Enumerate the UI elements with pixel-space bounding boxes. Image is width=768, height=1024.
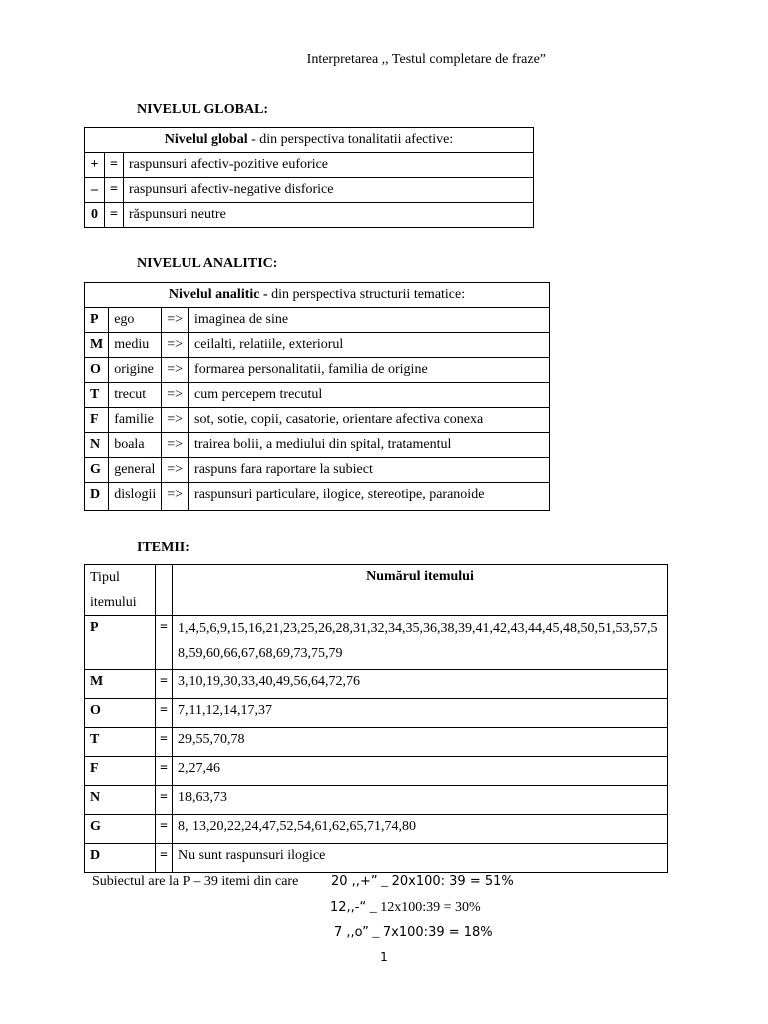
table-row: T = 29,55,70,78: [85, 728, 668, 757]
section-heading-global: NIVELUL GLOBAL:: [137, 102, 269, 117]
items-number-header: Numărul itemului: [173, 565, 668, 616]
table-row: P = 1,4,5,6,9,15,16,21,23,25,26,28,31,32,34,35,36,38,39,41,42,43,44,45,48,50,51,53,57,58,59,60,66,67,68,69,73,75,79: [85, 616, 668, 670]
table-row: N boala => trairea bolii, a mediului din spital, tratamentul: [85, 433, 550, 458]
summary-line-2: 12,,-“ _ 12x100:39 = 30%: [330, 900, 481, 915]
table-row: D = Nu sunt raspunsuri ilogice: [85, 844, 668, 873]
table-row: O origine => formarea personalitatii, familia de origine: [85, 358, 550, 383]
page-number: 1: [380, 950, 388, 964]
items-type-header: Tipul itemului: [85, 565, 156, 616]
table-row: T trecut => cum percepem trecutul: [85, 383, 550, 408]
table-row: M = 3,10,19,30,33,40,49,56,64,72,76: [85, 670, 668, 699]
table-row: M mediu => ceilalti, relatiile, exteriorul: [85, 333, 550, 358]
summary-intro: Subiectul are la P – 39 itemi din care: [92, 874, 299, 889]
table-row: – = raspunsuri afectiv-negative disforice: [85, 178, 534, 203]
table-row: P ego => imaginea de sine: [85, 308, 550, 333]
page-header: Interpretarea ,, Testul completare de fraze”: [306, 52, 546, 67]
summary-line-3: 7 ,,o” _ 7x100:39 = 18%: [334, 925, 493, 940]
table-row: N = 18,63,73: [85, 786, 668, 815]
table-row: D dislogii => raspunsuri particulare, ilogice, stereotipe, paranoide: [85, 483, 550, 511]
global-level-table: [84, 127, 534, 228]
table-row: G = 8, 13,20,22,24,47,52,54,61,62,65,71,74,80: [85, 815, 668, 844]
items-table: [84, 564, 668, 873]
global-table-caption: Nivelul global - din perspectiva tonalitatii afective:: [85, 128, 534, 153]
table-row: F = 2,27,46: [85, 757, 668, 786]
table-row: O = 7,11,12,14,17,37: [85, 699, 668, 728]
analytic-level-table: [84, 282, 550, 511]
table-row: 0 = răspunsuri neutre: [85, 203, 534, 228]
analytic-table-caption: Nivelul analitic - din perspectiva structurii tematice:: [85, 283, 550, 308]
summary-line-1: 20 ,,+” _ 20x100: 39 = 51%: [331, 874, 514, 889]
table-row: G general => raspuns fara raportare la subiect: [85, 458, 550, 483]
section-heading-analytic: NIVELUL ANALITIC:: [137, 256, 278, 271]
table-row: + = raspunsuri afectiv-pozitive euforice: [85, 153, 534, 178]
section-heading-items: ITEMII:: [137, 540, 190, 555]
table-row: F familie => sot, sotie, copii, casatorie, orientare afectiva conexa: [85, 408, 550, 433]
